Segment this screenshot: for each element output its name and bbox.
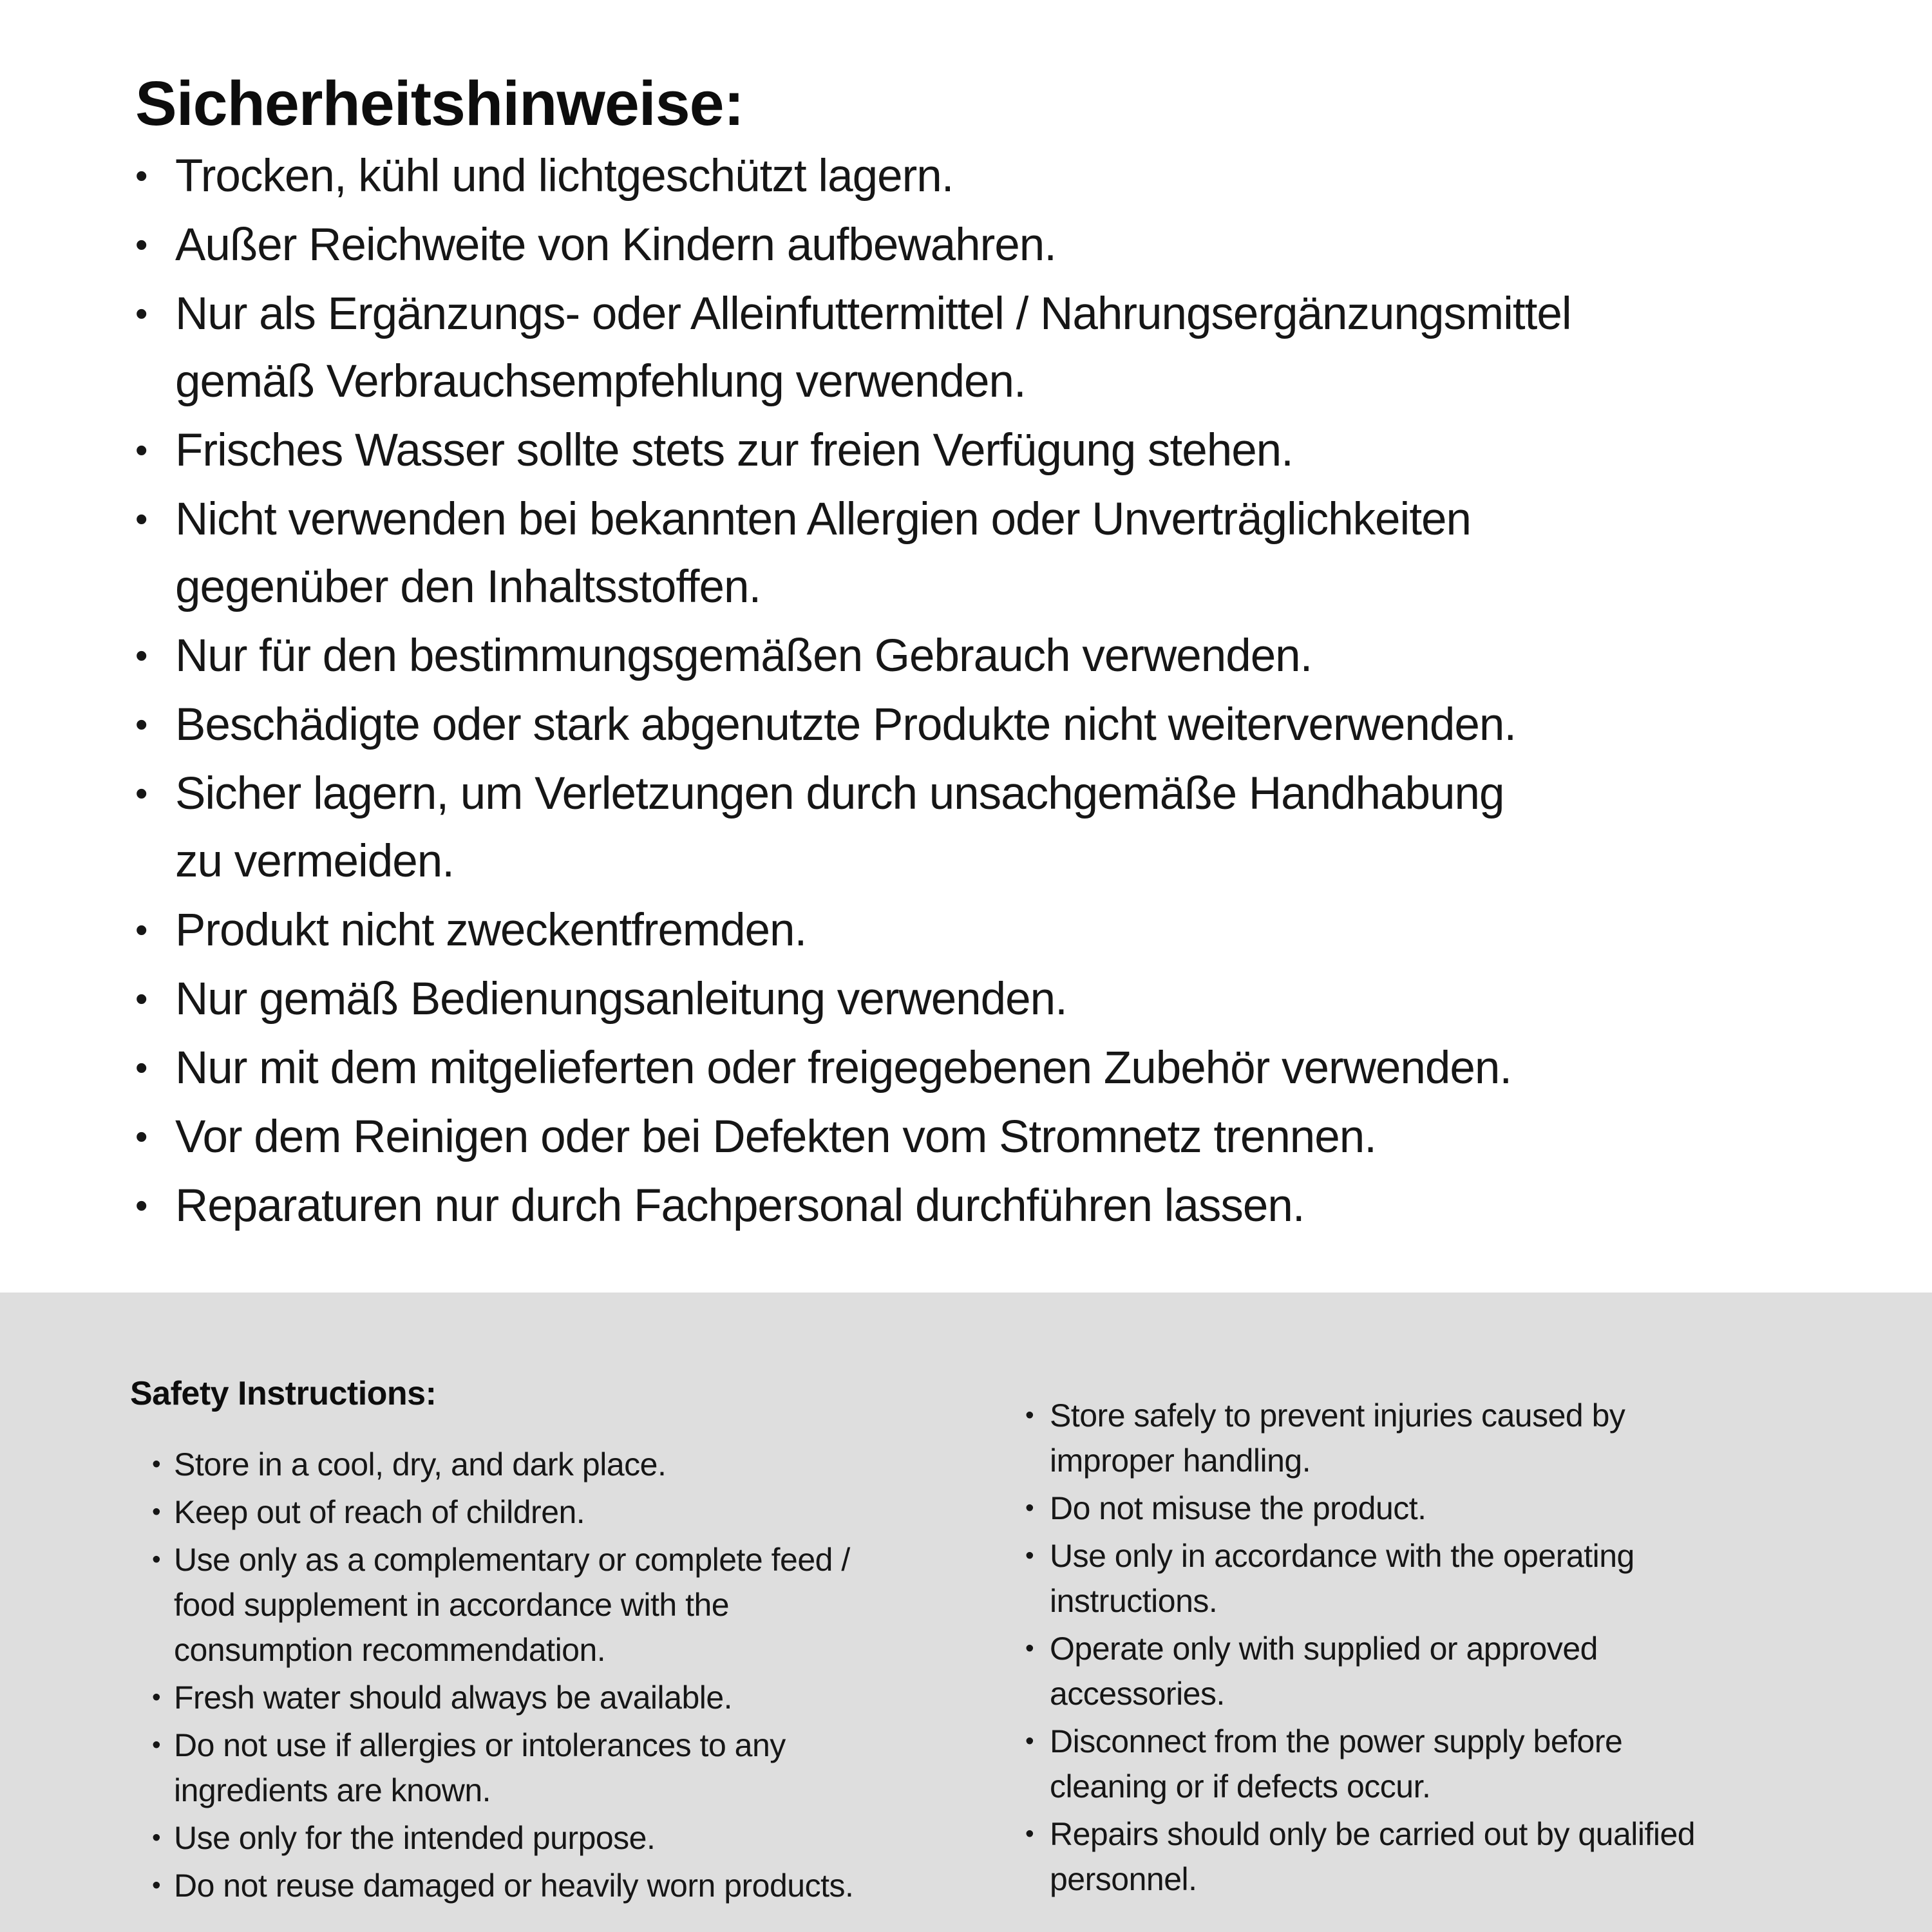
safety-item <box>152 1442 1006 1487</box>
safety-item-text: Do not use if allergies or intolerances to any ingredients are known. <box>174 1727 786 1808</box>
safety-item <box>152 1815 1006 1861</box>
german-safety-list <box>135 142 1874 1240</box>
bullet-marker-icon: • <box>152 1498 161 1526</box>
safety-item-text: Reparaturen nur durch Fachpersonal durchführen lassen. <box>175 1180 1305 1232</box>
safety-item <box>135 1034 1874 1102</box>
safety-item <box>135 280 1874 415</box>
safety-item <box>135 622 1874 690</box>
safety-item-text: Vor dem Reinigen oder bei Defekten vom Stromnetz trennen. <box>175 1112 1376 1163</box>
bullet-marker-icon: • <box>152 1546 161 1573</box>
english-safety-list-left <box>130 1442 1006 1908</box>
safety-item <box>135 896 1874 964</box>
bullet-marker-icon: • <box>1025 1542 1034 1569</box>
german-safety-section <box>135 64 1874 1241</box>
english-safety-title: Safety Instructions: <box>130 1375 437 1412</box>
bullet-marker-icon: • <box>152 1450 161 1478</box>
safety-item <box>135 1172 1874 1240</box>
safety-item <box>1025 1719 1913 1809</box>
safety-item-text: Store in a cool, dry, and dark place. <box>174 1446 667 1482</box>
safety-item-text: Do not misuse the product. <box>1050 1490 1426 1526</box>
safety-item-text: Use only in accordance with the operating instructions. <box>1050 1538 1634 1619</box>
safety-item-text: Produkt nicht zweckentfremden. <box>175 905 807 956</box>
safety-item-text: Nur für den bestimmungsgemäßen Gebrauch verwenden. <box>175 630 1312 682</box>
bullet-marker-icon: • <box>135 499 147 540</box>
safety-item-text: Sicher lagern, um Verletzungen durch unsachgemäße Handhabung zu vermeiden. <box>175 768 1504 887</box>
bullet-marker-icon: • <box>152 1731 161 1759</box>
safety-item-text: Keep out of reach of children. <box>174 1494 585 1530</box>
safety-item-text: Use only as a complementary or complete feed / food supplement in accordance with the consumption recommendation. <box>174 1542 850 1668</box>
safety-item <box>1025 1393 1913 1483</box>
bullet-marker-icon: • <box>1025 1634 1034 1662</box>
safety-item-text: Store safely to prevent injuries caused by improper handling. <box>1050 1397 1625 1479</box>
safety-item <box>135 211 1874 279</box>
german-safety-title: Sicherheitshinweise: <box>135 68 744 138</box>
bullet-marker-icon: • <box>152 1824 161 1852</box>
safety-item-text: Nur als Ergänzungs- oder Alleinfuttermittel / Nahrungsergänzungsmittel gemäß Verbrauchsempfehlung verwenden. <box>175 289 1571 408</box>
bullet-marker-icon: • <box>135 430 147 471</box>
bullet-marker-icon: • <box>1025 1494 1034 1522</box>
safety-item-text: Use only for the intended purpose. <box>174 1820 656 1856</box>
bullet-marker-icon: • <box>1025 1820 1034 1848</box>
safety-item <box>152 1490 1006 1535</box>
safety-item <box>1025 1533 1913 1624</box>
safety-item <box>135 142 1874 210</box>
safety-item-text: Außer Reichweite von Kindern aufbewahren. <box>175 220 1056 271</box>
bullet-marker-icon: • <box>135 294 147 334</box>
safety-item <box>152 1863 1006 1908</box>
bullet-marker-icon: • <box>135 1186 147 1226</box>
english-safety-list-right <box>1024 1393 1913 1902</box>
safety-item-text: Beschädigte oder stark abgenutzte Produkte nicht weiterverwenden. <box>175 699 1517 751</box>
bullet-marker-icon: • <box>135 705 147 745</box>
bullet-marker-icon: • <box>135 1117 147 1157</box>
safety-item <box>1025 1486 1913 1531</box>
safety-item <box>135 760 1874 895</box>
bullet-marker-icon: • <box>135 225 147 265</box>
safety-item <box>135 486 1874 621</box>
bullet-marker-icon: • <box>135 773 147 814</box>
bullet-marker-icon: • <box>135 1048 147 1088</box>
safety-item-text: Operate only with supplied or approved accessories. <box>1050 1631 1598 1712</box>
safety-item-text: Trocken, kühl und lichtgeschützt lagern. <box>175 151 954 202</box>
safety-item-text: Nicht verwenden bei bekannten Allergien oder Unverträglichkeiten gegenüber den Inhaltsstoffen. <box>175 494 1472 613</box>
bullet-marker-icon: • <box>1025 1727 1034 1755</box>
english-band <box>0 1293 1932 1932</box>
english-right-column <box>1024 1393 1913 1904</box>
english-left-column <box>130 1373 1006 1911</box>
safety-item-text: Nur mit dem mitgelieferten oder freigegebenen Zubehör verwenden. <box>175 1043 1512 1094</box>
safety-item-text: Repairs should only be carried out by qualified personnel. <box>1050 1816 1696 1897</box>
safety-item <box>152 1537 1006 1672</box>
bullet-marker-icon: • <box>135 156 147 196</box>
safety-item <box>152 1723 1006 1813</box>
safety-item-text: Do not reuse damaged or heavily worn products. <box>174 1868 854 1904</box>
safety-item-text: Nur gemäß Bedienungsanleitung verwenden. <box>175 974 1067 1025</box>
safety-item-text: Fresh water should always be available. <box>174 1680 733 1716</box>
safety-item <box>135 691 1874 759</box>
bullet-marker-icon: • <box>152 1683 161 1711</box>
bullet-marker-icon: • <box>152 1871 161 1899</box>
safety-item <box>152 1675 1006 1720</box>
safety-item-text: Disconnect from the power supply before cleaning or if defects occur. <box>1050 1723 1623 1804</box>
safety-item <box>1025 1626 1913 1716</box>
safety-item <box>135 417 1874 484</box>
safety-item <box>135 965 1874 1033</box>
safety-item-text: Frisches Wasser sollte stets zur freien Verfügung stehen. <box>175 425 1293 477</box>
bullet-marker-icon: • <box>1025 1401 1034 1429</box>
safety-item <box>135 1103 1874 1171</box>
bullet-marker-icon: • <box>135 910 147 951</box>
bullet-marker-icon: • <box>135 979 147 1019</box>
safety-item <box>1025 1812 1913 1902</box>
bullet-marker-icon: • <box>135 636 147 676</box>
